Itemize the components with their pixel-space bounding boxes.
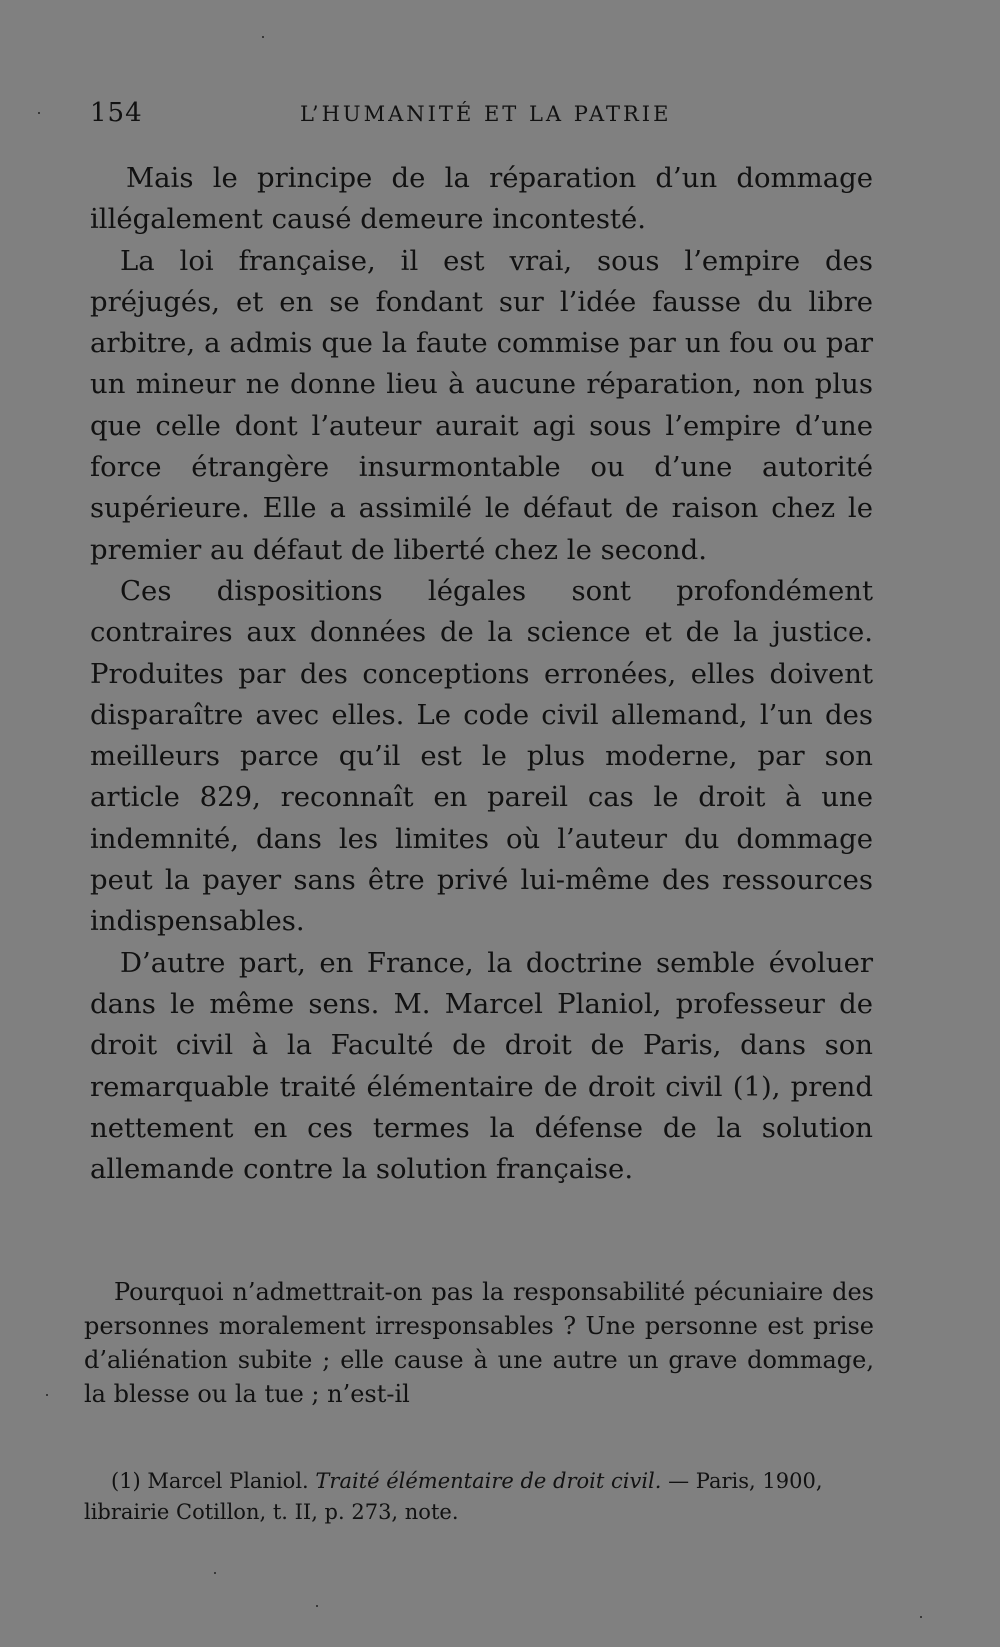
footnote <box>84 1466 874 1528</box>
paragraph: D’autre part, en France, la doctrine semble évoluer dans le même sens. M. Marcel Planiol, professeur de droit civil à la Faculté de droit de Paris, dans son remarquable traité élémentaire de droit civil (1), prend nettement en ces termes la défense de la solution allemande contre la solution française. <box>90 946 873 1186</box>
footnote-publication: — Paris, 1900, librairie Cotillon, t. II, p. 273, note. <box>84 1469 823 1524</box>
scan-speck <box>920 1616 922 1618</box>
running-title: L’HUMANITÉ ET LA PATRIE <box>300 102 672 126</box>
main-text <box>90 158 873 1190</box>
footnote-text <box>84 1466 874 1528</box>
running-head <box>90 98 890 134</box>
footnote-marker: (1) Marcel Planiol. <box>111 1469 309 1493</box>
paragraph: Ces dispositions légales sont profondément contraires aux données de la science et de la justice. Produites par des conceptions erronées, elles doivent disparaître avec elles. Le code civil allemand, l’un des meilleurs parce qu’il est le plus moderne, par son article 829, reconnaît en pareil cas le droit à une indemnité, dans les limites où l’auteur du dommage peut la payer sans être privé lui-même des ressources indispensables. <box>90 574 873 938</box>
scan-speck <box>316 1605 318 1607</box>
quote-text: Pourquoi n’admettrait-on pas la responsabilité pécuniaire des personnes moralement irresponsables ? Une personne est prise d’aliénation subite ; elle cause à une autre un grave dommage, la blesse ou la tue ; n’est-il <box>84 1278 874 1408</box>
page-number: 154 <box>90 98 143 128</box>
paragraph: La loi française, il est vrai, sous l’empire des préjugés, et en se fondant sur l’idée fausse du libre arbitre, a admis que la faute commise par un fou ou par un mineur ne donne lieu à aucune réparation, non plus que celle dont l’auteur aurait agi sous l’empire d’une force étrangère insurmontable ou d’une autorité supérieure. Elle a assimilé le défaut de raison chez le premier au défaut de liberté chez le second. <box>90 244 873 566</box>
scan-speck <box>262 36 264 38</box>
scan-speck <box>46 1394 48 1396</box>
block-quote <box>84 1275 874 1411</box>
footnote-cited-title: Traité élémentaire de droit civil. <box>315 1469 662 1493</box>
scan-speck <box>214 1572 216 1574</box>
paragraph: Mais le principe de la réparation d’un dommage illégalement causé demeure incontesté. <box>90 162 873 236</box>
scan-speck <box>38 112 40 114</box>
